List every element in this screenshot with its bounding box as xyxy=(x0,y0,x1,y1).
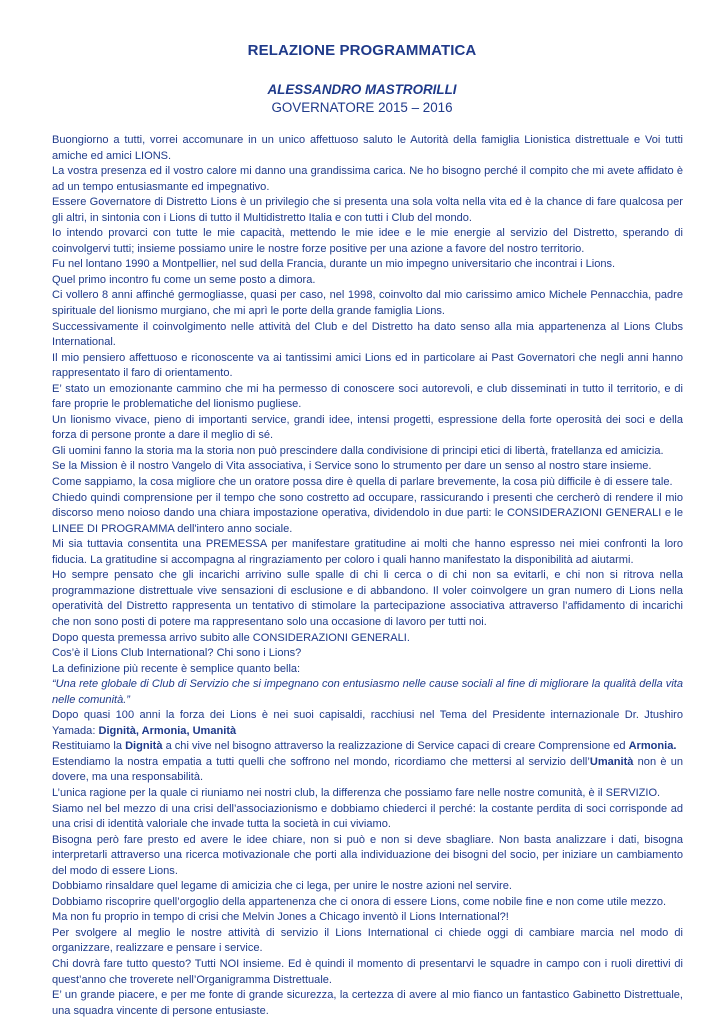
paragraph: Dobbiamo riscoprire quell’orgoglio della appartenenza che ci onora di essere Lions, come nobile fine e non come utile mezzo. xyxy=(52,895,667,908)
author-name: ALESSANDRO MASTRORILLI xyxy=(267,82,457,97)
paragraph: E’ un grande piacere, e per me fonte di grande sicurezza, la certezza di avere al mio fianco un fantastico Gabinetto Distrettuale, una squadra vincente di persone entusiaste. xyxy=(52,989,683,1017)
armonia-bold: Armonia. xyxy=(628,740,677,753)
paragraph-text: a chi vive nel bisogno attraverso la realizzazione di Service capaci di creare Comprensione ed xyxy=(162,740,629,753)
theme-bold: Dignità, Armonia, Umanità xyxy=(98,724,237,737)
paragraph: Bisogna però fare presto ed avere le idee chiare, non si può e non si deve sbagliare. Non basta analizzare i dati, bisogna interpretarli attraverso una ricerca motivazionale che porti alla individuazione dei bisogni del socio, per iniziare un cambiamento del modo di essere Lions. xyxy=(52,833,683,877)
paragraph: Dopo questa premessa arrivo subito alle CONSIDERAZIONI GENERALI. xyxy=(52,631,410,644)
paragraph xyxy=(52,755,683,786)
paragraph-text: non è un dovere, ma una responsabilità. xyxy=(52,755,683,784)
paragraph: Ci vollero 8 anni affinché germogliasse, quasi per caso, nel 1998, coinvolto dal mio carissimo amico Michele Pennacchia, padre spirituale del lionismo murgiano, che mi aprì le porte della grande famiglia Lions. xyxy=(52,289,683,318)
paragraph-text: Estendiamo la nostra empatia a tutti quelli che soffrono nel mondo, ricordiamo che mettersi al servizio dell’ xyxy=(52,755,590,768)
paragraph xyxy=(52,708,683,739)
paragraph: Dobbiamo rinsaldare quel legame di amicizia che ci lega, per unire le nostre azioni nel servire. xyxy=(52,880,512,893)
paragraph: Siamo nel bel mezzo di una crisi dell’associazionismo e dobbiamo chiederci il perché: la costante perdita di soci corrisponde ad una crisi di identità valoriale che invade tutta la società in cui viviamo. xyxy=(52,802,683,831)
paragraph: Per svolgere al meglio le nostre attività di servizio il Lions International ci chiede oggi di cambiare marcia nel modo di organizzare, realizzare e pensare i service. xyxy=(52,926,683,955)
paragraph: Essere Governatore di Distretto Lions è un privilegio che si presenta una sola volta nella vita ed è la chance di fare qualcosa per gli altri, in sintonia con i Lions di tutto il Multidistretto Italia e con tutti i Club del mondo. xyxy=(52,196,683,224)
paragraph: Ho sempre pensato che gli incarichi arrivino sulle spalle di chi li cerca o di chi non sa evitarli, e chi non si ritrova nella programmazione distrettuale vive sensazioni di esclusione e di abbandono. Il voler coinvolgere un gran numero di Lions nella operatività del Distretto rappresenta un tentativo di stimolare la partecipazione associativa attraverso l’affidamento di incarichi che non sono posti di potere ma rappresentano solo una occasione di lavoro per tutti noi. xyxy=(52,569,683,628)
paragraph: Ma non fu proprio in tempo di crisi che Melvin Jones a Chicago inventò il Lions International?! xyxy=(52,911,509,924)
author-role: GOVERNATORE 2015 – 2016 xyxy=(271,100,453,115)
paragraph: Fu nel lontano 1990 a Montpellier, nel sud della Francia, durante un mio impegno universitario che incontrai i Lions. xyxy=(52,258,616,271)
paragraph: Se la Mission è il nostro Vangelo di Vita associativa, i Service sono lo strumento per dare un senso al nostro stare insieme. xyxy=(52,460,652,473)
document-body xyxy=(52,133,683,1019)
paragraph: Buongiorno a tutti, vorrei accomunare in un unico affettuoso saluto le Autorità della famiglia Lionistica distrettuale e Voi tutti amiche ed amici LIONS. xyxy=(52,134,683,162)
paragraph: L’unica ragione per la quale ci riuniamo nei nostri club, la differenza che possiamo fare nelle nostre comunità, è il SERVIZIO. xyxy=(52,786,661,799)
paragraph xyxy=(52,739,683,755)
umanita-bold: Umanità xyxy=(589,755,634,768)
paragraph: Successivamente il coinvolgimento nelle attività del Club e del Distretto ha dato senso alla mia appartenenza al Lions Clubs International. xyxy=(52,320,683,349)
paragraph: Chi dovrà fare tutto questo? Tutti NOI insieme. Ed è quindi il momento di presentarvi le squadre in campo con i ruoli direttivi di quest’anno che troverete nell’Organigramma Distrettuale. xyxy=(52,957,683,986)
paragraph-text: Restituiamo la xyxy=(52,740,126,753)
paragraph: Come sappiamo, la cosa migliore che un oratore possa dire è quella di parlare brevemente, la cosa più difficile è di essere tale. xyxy=(52,476,673,489)
paragraph: Gli uomini fanno la storia ma la storia non può prescindere dalla condivisione di principi etici di libertà, fratellanza ed amicizia. xyxy=(52,444,664,457)
paragraph: Il mio pensiero affettuoso e riconoscente va ai tantissimi amici Lions ed in particolare ai Past Governatori che negli anni hanno rappresentato il faro di orientamento. xyxy=(52,351,683,380)
paragraph: Mi sia tuttavia consentita una PREMESSA per manifestare gratitudine ai molti che hanno espresso nei miei confronti la loro fiducia. La gratitudine si accompagna al ringraziamento per coloro i quali hanno manifestato la disponibilità ad aiutarmi. xyxy=(52,538,683,566)
quote-paragraph: “Una rete globale di Club di Servizio che si impegnano con entusiasmo nelle cause sociali al fine di migliorare la qualità della vita nelle comunità.” xyxy=(52,678,683,706)
paragraph: E’ stato un emozionante cammino che mi ha permesso di conoscere soci autorevoli, e club disseminati in tutto il territorio, e di fare proprie le problematiche del lionismo pugliese. xyxy=(52,382,683,411)
document-title: RELAZIONE PROGRAMMATICA xyxy=(247,42,477,59)
paragraph-text: Dopo quasi 100 anni la forza dei Lions è nei suoi capisaldi, racchiusi nel Tema del Presidente internazionale Dr. Jtushiro Yamada: xyxy=(52,709,683,737)
paragraph: Io intendo provarci con tutte le mie capacità, mettendo le mie idee e le mie energie al servizio del Distretto, sperando di coinvolgervi tutti; insieme possiamo unire le nostre forze positive per una azione a favore del nostro territorio. xyxy=(52,227,683,255)
dignita-bold: Dignità xyxy=(125,740,163,753)
paragraph: Quel primo incontro fu come un seme posto a dimora. xyxy=(52,273,316,286)
paragraph: Chiedo quindi comprensione per il tempo che sono costretto ad occupare, rassicurando i presenti che cercherò di rendere il mio discorso meno noioso dando una chiara impostazione operativa, dividendolo in due parti: le CONSIDERAZIONI GENERALI e le LINEE DI PROGRAMMA dell'intero anno sociale. xyxy=(52,491,683,535)
paragraph: La vostra presenza ed il vostro calore mi danno una grandissima carica. Ne ho bisogno perché il compito che mi avete affidato è ad un tempo entusiasmante ed impegnativo. xyxy=(52,165,683,193)
paragraph: La definizione più recente è semplice quanto bella: xyxy=(52,662,301,675)
paragraph: Cos’è il Lions Club International? Chi sono i Lions? xyxy=(52,647,302,660)
paragraph: Un lionismo vivace, pieno di importanti service, grandi idee, intensi progetti, espressione della forte operosità dei soci e della forza di persone pronte a dare il meglio di sé. xyxy=(52,413,683,442)
